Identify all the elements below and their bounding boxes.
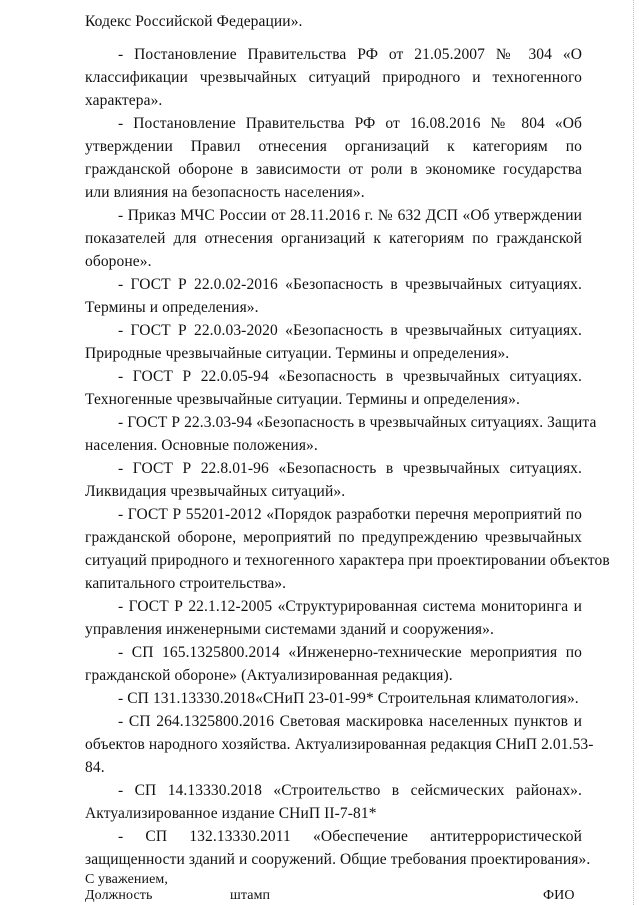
closing-regards: С уважением, (85, 872, 168, 887)
text-line: - Приказ МЧС России от 28.11.2016 г. № 632 ДСП «Об утверждении (118, 207, 582, 224)
text-line: Природные чрезвычайные ситуации. Термины и определения». (85, 345, 510, 362)
text-line: объектов народного хозяйства. Актуализированная редакция СНиП 2.01.53- (85, 736, 594, 753)
text-line: - ГОСТ Р 22.0.05-94 «Безопасность в чрезвычайных ситуациях. (118, 368, 582, 385)
scan-edge (632, 0, 634, 905)
text-line: показателей для отнесения организаций к категориям по гражданской (85, 230, 582, 247)
text-line: или влияния на безопасность населения». (85, 184, 365, 201)
text-line: - ГОСТ Р 22.3.03-94 «Безопасность в чрезвычайных ситуациях. Защита (118, 414, 597, 431)
text-line: - СП 165.1325800.2014 «Инженерно-технические мероприятия по (118, 644, 582, 661)
text-line: - СП 264.1325800.2016 Световая маскировка населенных пунктов и (118, 713, 582, 730)
text-line: - Постановление Правительства РФ от 21.05.2007 № 304 «О (118, 46, 582, 63)
text-line: 84. (85, 759, 105, 776)
text-line: защищенности зданий и сооружений. Общие требования проектирования». (85, 851, 591, 868)
text-line: населения. Основные положения». (85, 437, 318, 454)
text-line: - СП 132.13330.2011 «Обеспечение антитеррористической (118, 828, 582, 845)
text-line: гражданской обороне в зависимости от роли в экономике государства (85, 161, 582, 178)
text-line: - ГОСТ Р 22.0.02-2016 «Безопасность в чрезвычайных ситуациях. (118, 276, 582, 293)
text-line: - ГОСТ Р 22.1.12-2005 «Структурированная система мониторинга и (118, 598, 582, 615)
text-line: гражданской обороне» (Актуализированная редакция). (85, 667, 453, 684)
text-line: Кодекс Российской Федерации». (85, 13, 303, 30)
text-line: обороне». (85, 253, 152, 270)
text-line: Техногенные чрезвычайные ситуации. Термины и определения». (85, 391, 520, 408)
text-line: Термины и определения». (85, 299, 259, 316)
text-line: утверждении Правил отнесения организаций к категориям по (85, 138, 582, 155)
text-line: характера». (85, 92, 163, 109)
text-line: - Постановление Правительства РФ от 16.08.2016 № 804 «Об (118, 115, 582, 132)
text-line: гражданской обороне, мероприятий по предупреждению чрезвычайных (85, 529, 582, 546)
signature-name: ФИО (543, 888, 575, 903)
text-line: - СП 131.13330.2018«СНиП 23-01-99* Строительная климатология». (118, 690, 579, 707)
text-line: управления инженерными системами зданий и сооружения». (85, 621, 494, 638)
text-line: классификации чрезвычайных ситуаций природного и техногенного (85, 69, 582, 86)
text-line: ситуаций природного и техногенного характера при проектировании объектов (85, 552, 610, 569)
signature-stamp: штамп (230, 888, 271, 903)
text-line: - ГОСТ Р 22.8.01-96 «Безопасность в чрезвычайных ситуациях. (118, 460, 582, 477)
text-line: капитального строительства». (85, 575, 287, 592)
text-line: - ГОСТ Р 55201-2012 «Порядок разработки перечня мероприятий по (118, 506, 582, 523)
text-line: - ГОСТ Р 22.0.03-2020 «Безопасность в чрезвычайных ситуациях. (118, 322, 582, 339)
text-line: - СП 14.13330.2018 «Строительство в сейсмических районах». (118, 782, 582, 799)
text-line: Актуализированное издание СНиП II-7-81* (85, 805, 377, 822)
signature-position: Должность (85, 888, 153, 903)
text-line: Ликвидация чрезвычайных ситуаций». (85, 483, 346, 500)
